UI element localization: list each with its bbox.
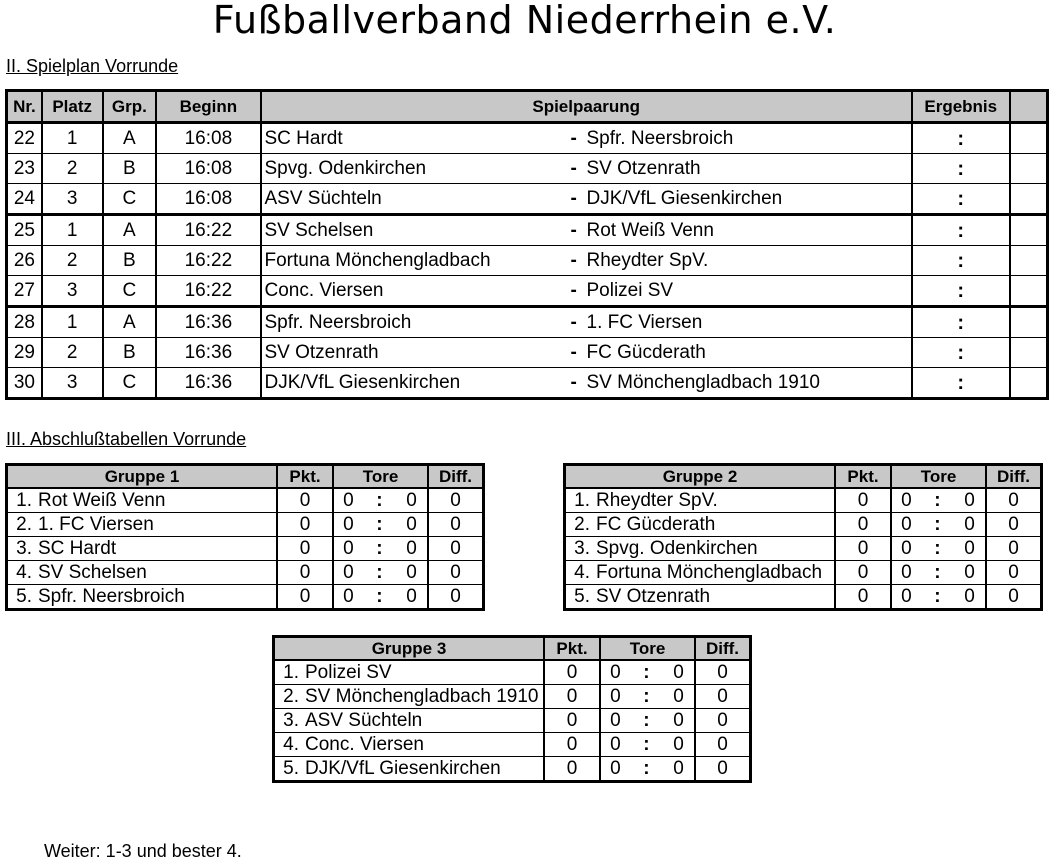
match-beginn: 16:36 [156,307,260,338]
pairing-dash: - [570,158,577,179]
match-grp: B [103,246,157,276]
standings-row [7,585,484,610]
match-grp: A [103,307,157,338]
goals-for: 0 [891,585,921,610]
standings-table-group-1 [5,463,485,611]
team-name: FC Gücderath [596,513,835,537]
match-result [912,154,1010,184]
match-pairing [261,368,912,399]
goal-difference: 0 [428,561,484,585]
goals-separator: : [921,537,954,561]
team-name: SV Schelsen [38,561,277,585]
team-name: Rot Weiß Venn [38,488,277,513]
goals-for: 0 [333,561,363,585]
standings-row [274,733,751,757]
match-pairing [261,307,912,338]
goal-difference: 0 [695,757,751,782]
match-platz: 3 [42,368,103,399]
match-nr: 22 [7,123,42,154]
team-name: Polizei SV [305,660,544,685]
goals-separator: : [363,513,396,537]
home-team: DJK/VfL Giesenkirchen [264,372,461,393]
team-rank: 4. [565,561,597,585]
goals-for: 0 [333,488,363,513]
match-platz: 1 [42,215,103,246]
standings-header-row [565,465,1042,489]
team-rank: 1. [565,488,597,513]
standings-row [565,513,1042,537]
match-platz: 1 [42,123,103,154]
header-spielpaarung: Spielpaarung [261,91,912,123]
match-result [912,307,1010,338]
standings-table-group-2 [563,463,1043,611]
team-rank: 4. [7,561,39,585]
team-points: 0 [835,585,891,610]
goal-difference: 0 [428,513,484,537]
goals-for: 0 [891,513,921,537]
pairing-dash: - [570,342,577,363]
header-platz: Platz [42,91,103,123]
goal-difference: 0 [428,488,484,513]
match-beginn: 16:08 [156,123,260,154]
match-extra [1010,123,1048,154]
team-rank: 5. [565,585,597,610]
away-team: Rot Weiß Venn [586,220,714,241]
match-pairing [261,184,912,215]
result-separator: : [957,249,965,272]
team-rank: 1. [274,660,306,685]
team-name: SV Otzenrath [596,585,835,610]
match-extra [1010,154,1048,184]
goals-against: 0 [954,537,986,561]
goals-against: 0 [954,561,986,585]
team-name: Rheydter SpV. [596,488,835,513]
match-row [7,368,1048,399]
team-points: 0 [277,585,333,610]
team-rank: 5. [7,585,39,610]
team-points: 0 [544,685,600,709]
team-points: 0 [277,561,333,585]
match-pairing [261,338,912,368]
match-grp: C [103,276,157,307]
home-team: SC Hardt [264,128,343,149]
match-pairing [261,215,912,246]
away-team: DJK/VfL Giesenkirchen [586,188,783,209]
goals-separator: : [921,561,954,585]
schedule-section-heading: II. Spielplan Vorrunde [6,56,179,76]
match-pairing [261,276,912,307]
header-ergebnis: Ergebnis [912,91,1010,123]
goal-difference: 0 [695,685,751,709]
match-row [7,338,1048,368]
goals-separator: : [630,709,663,733]
goals-separator: : [921,488,954,513]
group-name: Gruppe 3 [274,637,545,661]
result-separator: : [957,311,965,334]
team-name: Spfr. Neersbroich [38,585,277,610]
match-nr: 30 [7,368,42,399]
away-team: Rheydter SpV. [586,250,709,271]
goals-for: 0 [891,488,921,513]
away-team: FC Gücderath [586,342,706,363]
match-row [7,307,1048,338]
team-points: 0 [835,513,891,537]
match-beginn: 16:22 [156,276,260,307]
goal-difference: 0 [986,488,1042,513]
home-team: Spvg. Odenkirchen [264,158,427,179]
home-team: SV Schelsen [264,220,374,241]
header-pkt: Pkt. [835,465,891,489]
standings-row [565,537,1042,561]
goals-against: 0 [954,513,986,537]
header-pkt: Pkt. [544,637,600,661]
header-tore: Tore [333,465,428,489]
team-points: 0 [835,561,891,585]
standings-row [565,585,1042,610]
result-separator: : [957,341,965,364]
goals-for: 0 [891,561,921,585]
schedule-header-row [7,91,1048,123]
result-separator: : [957,187,965,210]
match-beginn: 16:08 [156,154,260,184]
match-beginn: 16:22 [156,246,260,276]
team-name: DJK/VfL Giesenkirchen [305,757,544,782]
page-title: Fußballverband Niederrhein e.V. [212,0,837,42]
pairing-dash: - [570,312,577,333]
header-nr: Nr. [7,91,42,123]
match-row [7,123,1048,154]
group-name: Gruppe 2 [565,465,836,489]
team-points: 0 [544,660,600,685]
standings-header-row [274,637,751,661]
team-name: Spvg. Odenkirchen [596,537,835,561]
home-team: Spfr. Neersbroich [264,312,412,333]
footer-note: Weiter: 1-3 und bester 4. [44,841,242,861]
team-rank: 4. [274,733,306,757]
team-rank: 2. [565,513,597,537]
goals-for: 0 [600,733,630,757]
goals-for: 0 [891,537,921,561]
match-result [912,123,1010,154]
standings-row [7,513,484,537]
match-row [7,215,1048,246]
goals-for: 0 [333,537,363,561]
team-rank: 2. [7,513,39,537]
match-grp: B [103,154,157,184]
standings-row [565,488,1042,513]
goals-for: 0 [600,660,630,685]
team-name: 1. FC Viersen [38,513,277,537]
goal-difference: 0 [695,733,751,757]
match-result [912,276,1010,307]
pairing-dash: - [570,250,577,271]
match-pairing [261,154,912,184]
match-row [7,246,1048,276]
goals-against: 0 [663,733,695,757]
team-points: 0 [544,757,600,782]
goals-separator: : [363,488,396,513]
standings-row [7,488,484,513]
pairing-dash: - [570,128,577,149]
goals-against: 0 [954,585,986,610]
match-nr: 24 [7,184,42,215]
goals-separator: : [363,561,396,585]
schedule-table [5,89,1049,400]
away-team: Spfr. Neersbroich [586,128,734,149]
team-rank: 3. [565,537,597,561]
match-grp: C [103,184,157,215]
away-team: SV Otzenrath [586,158,701,179]
team-points: 0 [544,709,600,733]
match-beginn: 16:22 [156,215,260,246]
match-nr: 26 [7,246,42,276]
team-name: ASV Süchteln [305,709,544,733]
goals-separator: : [630,757,663,782]
result-separator: : [957,127,965,150]
team-points: 0 [835,488,891,513]
goals-against: 0 [396,585,428,610]
team-rank: 5. [274,757,306,782]
team-name: Fortuna Mönchengladbach [596,561,835,585]
standings-row [274,709,751,733]
match-grp: A [103,215,157,246]
goals-against: 0 [663,709,695,733]
goals-against: 0 [663,757,695,782]
pairing-dash: - [570,220,577,241]
match-row [7,276,1048,307]
result-separator: : [957,219,965,242]
pairing-dash: - [570,188,577,209]
goals-against: 0 [954,488,986,513]
header-diff: Diff. [428,465,484,489]
pairing-dash: - [570,280,577,301]
match-platz: 2 [42,246,103,276]
goals-for: 0 [600,709,630,733]
team-rank: 1. [7,488,39,513]
match-result [912,338,1010,368]
goal-difference: 0 [986,513,1042,537]
team-points: 0 [277,513,333,537]
match-row [7,154,1048,184]
goal-difference: 0 [428,537,484,561]
goals-separator: : [921,585,954,610]
goals-against: 0 [663,660,695,685]
match-pairing [261,123,912,154]
away-team: SV Mönchengladbach 1910 [586,372,820,393]
standings-row [7,537,484,561]
match-extra [1010,184,1048,215]
header-diff: Diff. [695,637,751,661]
match-pairing [261,246,912,276]
header-beginn: Beginn [156,91,260,123]
header-tore: Tore [891,465,986,489]
match-nr: 25 [7,215,42,246]
header-extra [1010,91,1048,123]
goals-against: 0 [663,685,695,709]
team-name: Conc. Viersen [305,733,544,757]
match-result [912,215,1010,246]
team-rank: 2. [274,685,306,709]
goals-separator: : [363,537,396,561]
match-extra [1010,276,1048,307]
team-points: 0 [835,537,891,561]
result-separator: : [957,157,965,180]
team-rank: 3. [274,709,306,733]
match-result [912,368,1010,399]
away-team: 1. FC Viersen [586,312,703,333]
away-team: Polizei SV [586,280,674,301]
match-beginn: 16:36 [156,338,260,368]
match-nr: 29 [7,338,42,368]
tables-section-heading: III. Abschlußtabellen Vorrunde [6,429,247,449]
match-platz: 2 [42,154,103,184]
goals-separator: : [363,585,396,610]
home-team: ASV Süchteln [264,188,382,209]
home-team: Fortuna Mönchengladbach [264,250,491,271]
header-grp: Grp. [103,91,157,123]
group-name: Gruppe 1 [7,465,278,489]
match-platz: 3 [42,184,103,215]
match-nr: 27 [7,276,42,307]
team-points: 0 [277,488,333,513]
goals-against: 0 [396,561,428,585]
match-extra [1010,368,1048,399]
header-pkt: Pkt. [277,465,333,489]
goals-against: 0 [396,513,428,537]
goals-against: 0 [396,488,428,513]
goals-for: 0 [333,585,363,610]
goals-for: 0 [600,757,630,782]
match-nr: 23 [7,154,42,184]
goals-separator: : [630,660,663,685]
header-diff: Diff. [986,465,1042,489]
match-nr: 28 [7,307,42,338]
team-name: SC Hardt [38,537,277,561]
result-separator: : [957,279,965,302]
match-platz: 1 [42,307,103,338]
goals-for: 0 [600,685,630,709]
goals-separator: : [921,513,954,537]
match-platz: 2 [42,338,103,368]
team-points: 0 [277,537,333,561]
home-team: Conc. Viersen [264,280,384,301]
goal-difference: 0 [986,585,1042,610]
match-extra [1010,246,1048,276]
standings-header-row [7,465,484,489]
standings-row [274,685,751,709]
goal-difference: 0 [986,537,1042,561]
match-extra [1010,338,1048,368]
match-result [912,246,1010,276]
match-beginn: 16:36 [156,368,260,399]
match-grp: B [103,338,157,368]
match-grp: C [103,368,157,399]
standings-table-group-3 [272,635,752,783]
match-beginn: 16:08 [156,184,260,215]
standings-row [274,757,751,782]
goals-separator: : [630,733,663,757]
team-name: SV Mönchengladbach 1910 [305,685,544,709]
result-separator: : [957,371,965,394]
team-rank: 3. [7,537,39,561]
match-grp: A [103,123,157,154]
team-points: 0 [544,733,600,757]
goals-separator: : [630,685,663,709]
pairing-dash: - [570,372,577,393]
match-platz: 3 [42,276,103,307]
match-result [912,184,1010,215]
match-extra [1010,215,1048,246]
match-extra [1010,307,1048,338]
goal-difference: 0 [986,561,1042,585]
match-row [7,184,1048,215]
header-tore: Tore [600,637,695,661]
standings-row [274,660,751,685]
goal-difference: 0 [695,709,751,733]
goals-against: 0 [396,537,428,561]
standings-row [7,561,484,585]
goal-difference: 0 [428,585,484,610]
standings-row [565,561,1042,585]
goals-for: 0 [333,513,363,537]
goal-difference: 0 [695,660,751,685]
home-team: SV Otzenrath [264,342,379,363]
